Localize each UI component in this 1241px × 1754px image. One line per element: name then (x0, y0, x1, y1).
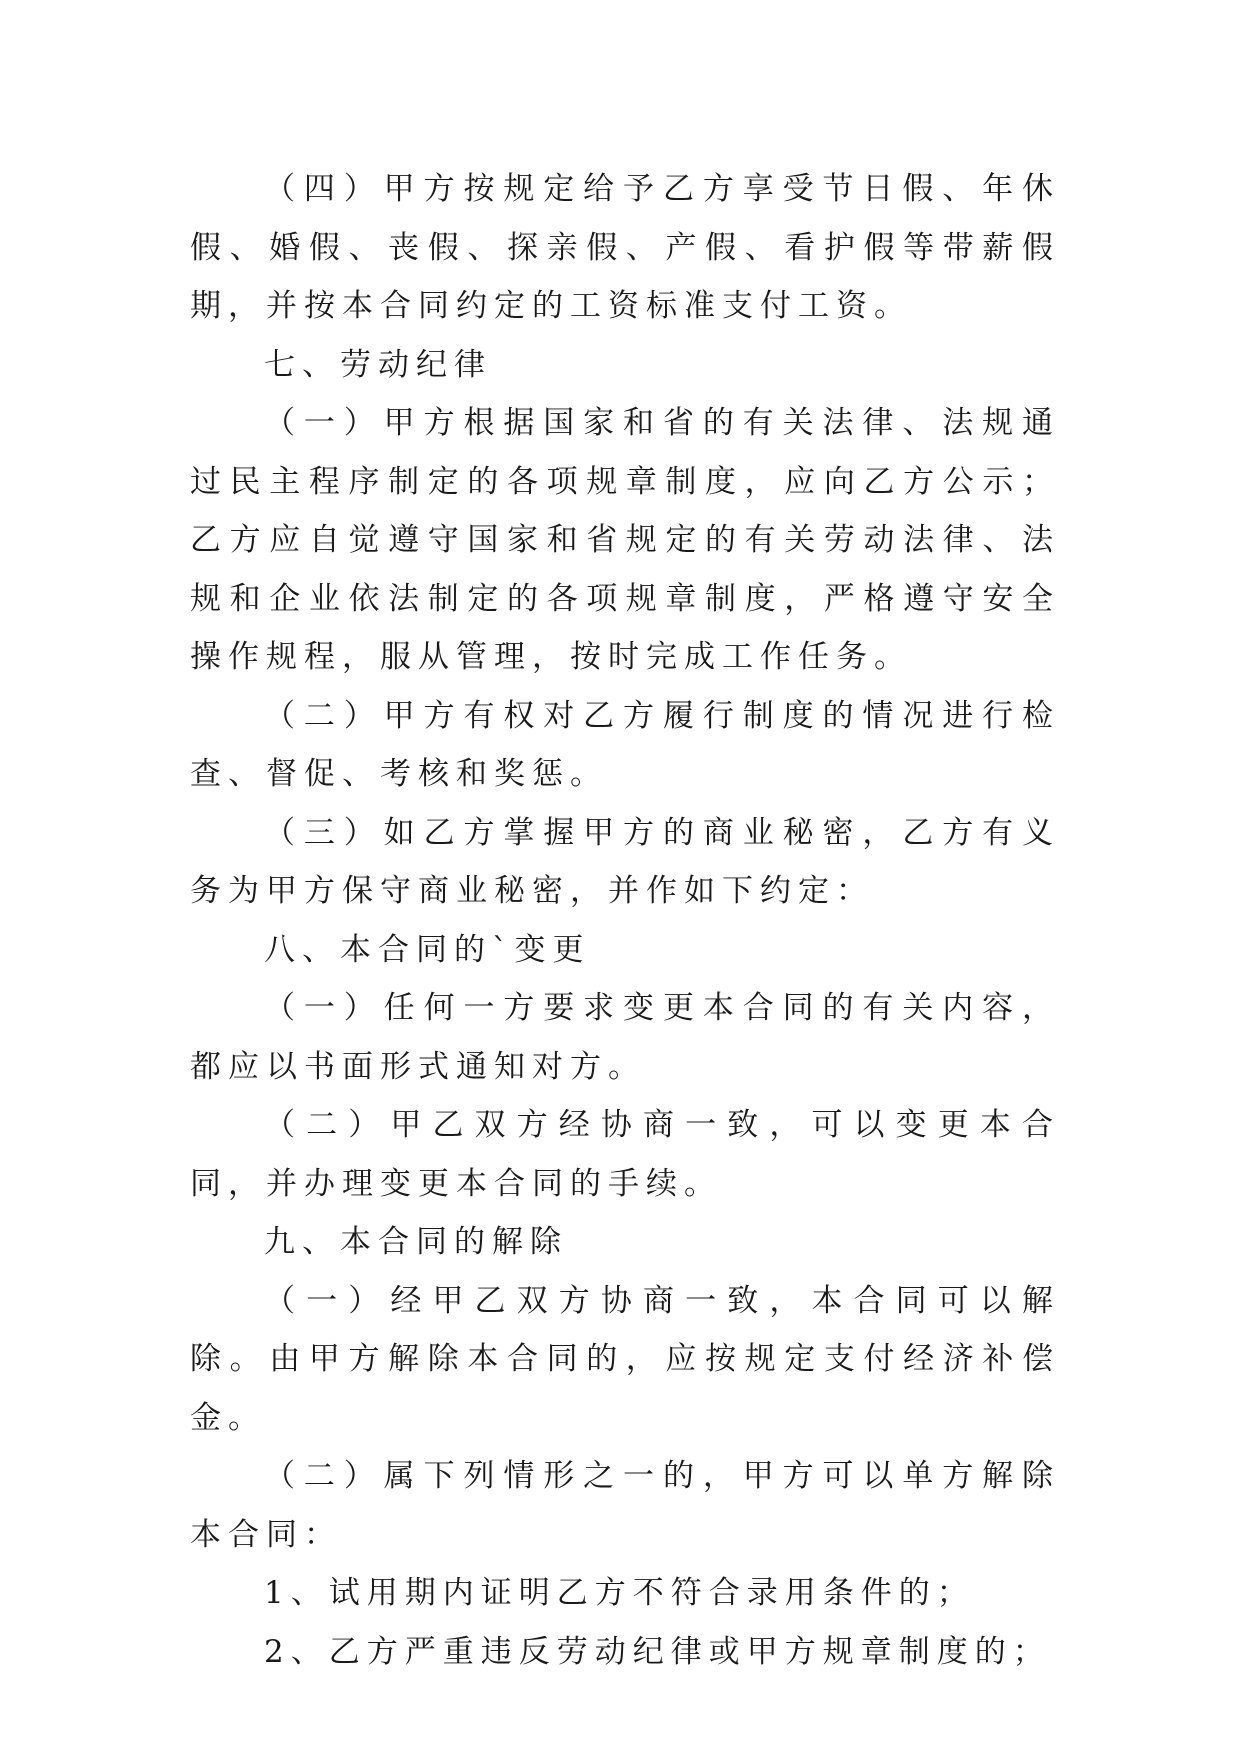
list-item-probation: 1、试用期内证明乙方不符合录用条件的； (264, 1575, 975, 1611)
paragraph-rules-and-regulations: （一）甲方根据国家和省的有关法律、法规通过民主程序制定的各项规章制度，应向乙方公示；乙方应自觉遵守国家和省规定的有关劳动法律、法规和企业依法制定的各项规章制度，严格遵守安全操作规程，服从管理，按时完成工作任务。 (190, 405, 1060, 675)
document-page (190, 160, 1060, 1681)
list-item-serious-violation: 2、乙方严重违反劳动纪律或甲方规章制度的； (264, 1633, 1051, 1670)
paragraph-unilateral-termination: （二）属下列情形之一的，甲方可以单方解除本合同： (190, 1458, 1060, 1553)
paragraph-mutual-change: （二）甲乙双方经协商一致，可以变更本合同，并办理变更本合同的手续。 (190, 1107, 1060, 1202)
paragraph-trade-secrets: （三）如乙方掌握甲方的商业秘密，乙方有义务为甲方保守商业秘密，并作如下约定： (190, 814, 1060, 909)
section-heading-labor-discipline: 七、劳动纪律 (264, 346, 492, 383)
paragraph-holiday-leave: （四）甲方按规定给予乙方享受节日假、年休假、婚假、丧假、探亲假、产假、看护假等带薪假期，并按本合同约定的工资标准支付工资。 (190, 171, 1060, 324)
paragraph-inspection-rights: （二）甲方有权对乙方履行制度的情况进行检查、督促、考核和奖惩。 (190, 697, 1060, 792)
paragraph-mutual-termination: （一）经甲乙双方协商一致，本合同可以解除。由甲方解除本合同的，应按规定支付经济补偿金。 (190, 1282, 1060, 1436)
paragraph-written-notice: （一）任何一方要求变更本合同的有关内容，都应以书面形式通知对方。 (190, 990, 1060, 1085)
section-heading-contract-termination: 九、本合同的解除 (264, 1224, 568, 1260)
section-heading-contract-change: 八、本合同的`变更 (264, 931, 591, 968)
